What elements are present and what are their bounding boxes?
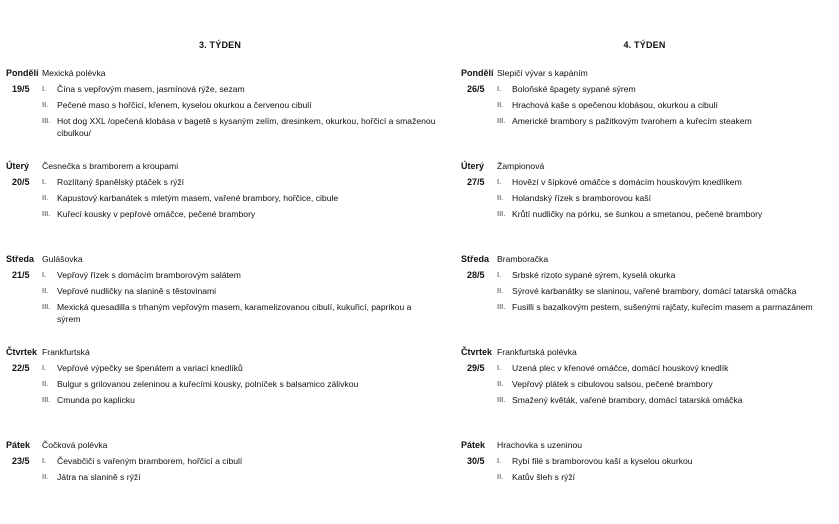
meal-item [497, 455, 837, 467]
soup-of-day: Bramboračka [497, 254, 549, 264]
day-name: Čtvrtek [6, 347, 38, 357]
day-date: 28/5 [467, 270, 485, 280]
meal-item [497, 378, 837, 390]
meal-number: II. [497, 193, 504, 202]
meals-list [42, 176, 437, 224]
meal-description: Krůtí nudličky na pórku, se šunkou a smetanou, pečené brambory [512, 209, 763, 219]
meal-item [42, 394, 437, 406]
meal-item [42, 362, 437, 374]
meal-description: Rozlítaný španělský ptáček s rýží [57, 177, 185, 187]
meal-item [42, 378, 437, 390]
day-date: 20/5 [12, 177, 30, 187]
meal-number: II. [42, 100, 49, 109]
day-name: Středa [461, 254, 490, 264]
meal-item [42, 176, 437, 188]
meal-item [42, 269, 437, 281]
meal-item [42, 99, 437, 111]
meal-item [497, 471, 837, 483]
meal-description: Americké brambory s pažitkovým tvarohem a kuřecím steakem [512, 116, 752, 126]
meal-description: Vepřové výpečky se špenátem a variací knedlíků [57, 363, 243, 373]
day-name: Pátek [461, 440, 486, 450]
week-title: 4. TÝDEN [623, 40, 666, 50]
meal-number: I. [42, 177, 47, 186]
meal-item [42, 301, 437, 325]
meal-description: Boloňské špagety sypané sýrem [512, 84, 636, 94]
meal-number: I. [497, 84, 502, 93]
week-4-column [452, 0, 839, 524]
meals-list [42, 362, 437, 410]
meal-description: Mexická quesadilla s trhaným vepřovým masem, karamelizovanou cibulí, kukuřicí, paprikou a sýrem [57, 302, 412, 324]
meal-number: III. [42, 116, 51, 125]
soup-of-day: Frankfurtská polévka [497, 347, 577, 357]
meal-description: Kapustový karbanátek s mletým masem, vařené brambory, hořčice, cibule [57, 193, 339, 203]
meal-number: II. [497, 100, 504, 109]
meal-description: Hrachová kaše s opečenou klobásou, okurkou a cibulí [512, 100, 718, 110]
meals-list [497, 362, 837, 410]
meal-item [497, 301, 837, 313]
meal-number: II. [42, 193, 49, 202]
meal-item [497, 83, 837, 95]
day-name: Úterý [461, 161, 485, 171]
meal-number: I. [42, 456, 47, 465]
week-title: 3. TÝDEN [198, 40, 242, 50]
day-date: 21/5 [12, 270, 30, 280]
meal-number: III. [497, 116, 506, 125]
day-date: 30/5 [467, 456, 485, 466]
meal-description: Čevabčiči s vařeným bramborem, hořčicí a cibulí [57, 456, 243, 466]
meal-description: Holandský řízek s bramborovou kaší [512, 193, 651, 203]
meal-number: II. [497, 379, 504, 388]
meals-list [497, 176, 837, 224]
meal-number: II. [42, 379, 49, 388]
meal-item [42, 83, 437, 95]
soup-of-day: Gulášovka [42, 254, 83, 264]
meal-number: I. [42, 84, 47, 93]
meal-description: Pečené maso s hořčicí, křenem, kyselou okurkou a červenou cibulí [57, 100, 312, 110]
meal-description: Srbské rizoto sypané sýrem, kyselá okurka [512, 270, 676, 280]
meal-description: Smažený květák, vařené brambory, domácí tatarská omáčka [512, 395, 743, 405]
meals-list [42, 455, 437, 487]
day-date: 22/5 [12, 363, 30, 373]
meal-number: II. [497, 472, 504, 481]
day-date: 27/5 [467, 177, 485, 187]
meal-description: Uzená plec v křenové omáčce, domácí houskový knedlík [512, 363, 729, 373]
meal-number: I. [42, 363, 47, 372]
meal-number: III. [42, 395, 51, 404]
meal-description: Kuřecí kousky v pepřové omáčce, pečené brambory [57, 209, 256, 219]
meal-number: I. [42, 270, 47, 279]
meal-item [497, 208, 837, 220]
meal-number: I. [497, 363, 502, 372]
soup-of-day: Česnečka s bramborem a kroupami [42, 161, 179, 171]
day-name: Pondělí [6, 68, 39, 78]
day-date: 23/5 [12, 456, 30, 466]
day-name: Pátek [6, 440, 31, 450]
meal-description: Játra na slanině s rýží [57, 472, 141, 482]
soup-of-day: Slepičí vývar s kapáním [497, 68, 588, 78]
meal-item [497, 285, 837, 297]
day-name: Úterý [6, 161, 30, 171]
meal-description: Cmunda po kaplicku [57, 395, 135, 405]
meal-number: III. [497, 395, 506, 404]
meal-number: II. [42, 472, 49, 481]
soup-of-day: Žampionová [497, 161, 545, 171]
meal-item [497, 362, 837, 374]
meal-description: Hovězí v šípkové omáčce s domácím houskovým knedlíkem [512, 177, 742, 187]
meal-number: II. [42, 286, 49, 295]
meals-list [42, 83, 437, 143]
meal-description: Hot dog XXL /opečená klobása v bagetě s kysaným zelím, dresinkem, okurkou, hořčicí a smaženou cibulkou/ [57, 116, 436, 138]
day-name: Středa [6, 254, 35, 264]
soup-of-day: Čočková polévka [42, 440, 108, 450]
meals-list [497, 83, 837, 131]
meal-number: III. [497, 302, 506, 311]
meal-item [497, 99, 837, 111]
meal-number: I. [497, 270, 502, 279]
meal-description: Čína s vepřovým masem, jasmínová rýže, sezam [57, 84, 245, 94]
day-date: 29/5 [467, 363, 485, 373]
meals-list [497, 269, 837, 317]
soup-of-day: Frankfurtská [42, 347, 90, 357]
day-date: 26/5 [467, 84, 485, 94]
meal-number: III. [42, 302, 51, 311]
meal-number: I. [497, 456, 502, 465]
meal-item [497, 192, 837, 204]
day-name: Pondělí [461, 68, 494, 78]
meal-description: Vepřový plátek s cibulovou salsou, pečené brambory [512, 379, 713, 389]
meal-item [42, 208, 437, 220]
day-name: Čtvrtek [461, 347, 493, 357]
meal-number: III. [42, 209, 51, 218]
meal-number: III. [497, 209, 506, 218]
meal-item [497, 176, 837, 188]
meal-description: Katův šleh s rýží [512, 472, 576, 482]
meal-number: II. [497, 286, 504, 295]
meals-list [497, 455, 837, 487]
meal-description: Fusilli s bazalkovým pestem, sušenými rajčaty, kuřecím masem a parmazánem [512, 302, 813, 312]
meals-list [42, 269, 437, 329]
meal-item [42, 471, 437, 483]
meal-description: Vepřový řízek s domácím bramborovým salátem [57, 270, 241, 280]
soup-of-day: Mexická polévka [42, 68, 106, 78]
meal-item [497, 115, 837, 127]
meal-description: Rybí filé s bramborovou kaší a kyselou okurkou [512, 456, 693, 466]
meal-description: Sýrové karbanátky se slaninou, vařené brambory, domácí tatarská omáčka [512, 286, 797, 296]
meal-item [42, 192, 437, 204]
meal-item [497, 269, 837, 281]
meal-description: Bulgur s grilovanou zeleninou a kuřecími kousky, polníček s balsamico zálivkou [57, 379, 359, 389]
meal-item [42, 455, 437, 467]
meal-description: Vepřové nudličky na slanině s těstovinami [57, 286, 217, 296]
day-date: 19/5 [12, 84, 30, 94]
meal-item [497, 394, 837, 406]
meal-item [42, 285, 437, 297]
meal-item [42, 115, 437, 139]
meal-number: I. [497, 177, 502, 186]
soup-of-day: Hrachovka s uzeninou [497, 440, 583, 450]
